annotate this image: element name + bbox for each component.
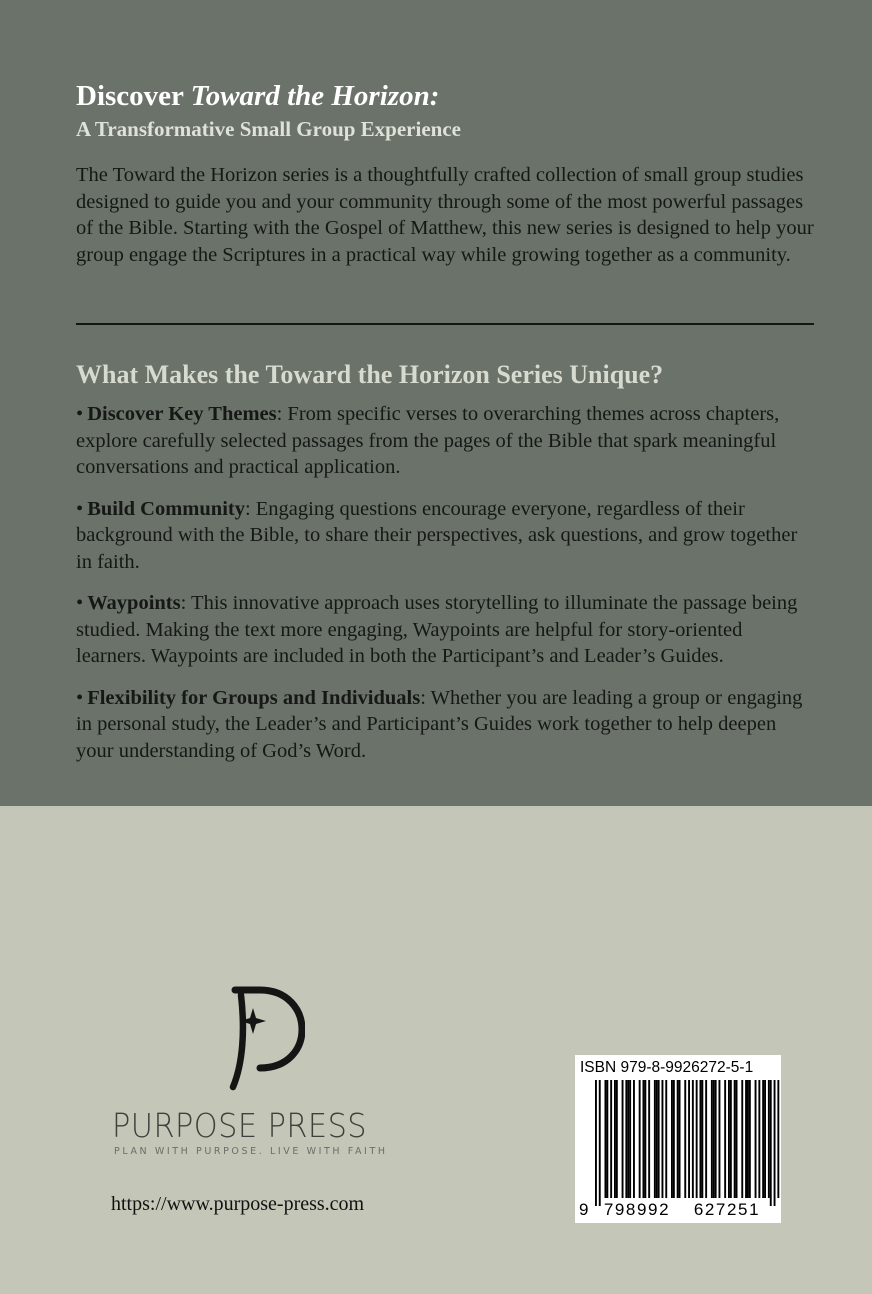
barcode-bar: [715, 1080, 717, 1198]
barcode-bar: [728, 1080, 730, 1198]
barcode-bar: [662, 1080, 664, 1198]
barcode-bar: [749, 1080, 751, 1198]
barcode-bar: [730, 1080, 732, 1198]
bullet: •: [76, 592, 84, 614]
publisher-tagline: PLAN WITH PURPOSE. LIVE WITH FAITH: [114, 1146, 388, 1157]
barcode-bar: [614, 1080, 616, 1198]
barcode-bar: [770, 1080, 772, 1206]
feature-item-community: [76, 496, 816, 576]
barcode-bar: [599, 1080, 601, 1206]
barcode-bar: [654, 1080, 656, 1198]
barcode-bar: [736, 1080, 738, 1198]
section-divider: [76, 323, 814, 325]
barcode-bar: [629, 1080, 631, 1198]
barcode-bar: [671, 1080, 673, 1198]
intro-paragraph: The Toward the Horizon series is a thoughtfully crafted collection of small group studies designed to guide you and your community through some of the most powerful passages of the Bible. Starting with the Gospel of Matthew, this new series is designed to help your group engage the Scriptures in a practical way while growing together as a community.: [76, 164, 814, 266]
series-title: Toward the Horizon:: [190, 80, 440, 112]
barcode-bar: [595, 1080, 597, 1206]
barcode-bar: [684, 1080, 686, 1198]
publisher-name: PURPOSE PRESS: [112, 1106, 368, 1145]
barcode-bar: [734, 1080, 736, 1198]
feature-list: [76, 401, 816, 779]
barcode-bar: [665, 1080, 667, 1198]
page-subtitle: A Transformative Small Group Experience: [76, 117, 461, 141]
barcode-bar: [622, 1080, 624, 1198]
barcode-bar: [673, 1080, 675, 1198]
barcode-bar: [677, 1080, 679, 1198]
barcode-bar: [610, 1080, 612, 1198]
barcode-first-digit: 9: [579, 1200, 589, 1219]
barcode-bar: [656, 1080, 658, 1198]
feature-item-flexibility: [76, 685, 816, 765]
barcode-bars: [575, 1055, 781, 1223]
barcode-bar: [713, 1080, 715, 1198]
barcode-bar: [658, 1080, 660, 1198]
bullet: •: [76, 497, 84, 520]
barcode-bar: [768, 1080, 770, 1198]
barcode-bar: [774, 1080, 776, 1206]
barcode-bar: [747, 1080, 749, 1198]
barcode-bar: [705, 1080, 707, 1198]
barcode-bar: [625, 1080, 627, 1198]
feature-item-key-themes: [76, 401, 816, 481]
barcode-digits: [575, 1199, 781, 1221]
barcode-bar: [701, 1080, 703, 1198]
isbn-barcode: [575, 1055, 781, 1223]
feature-title: Build Community: [87, 497, 245, 520]
feature-title: Waypoints: [87, 592, 181, 614]
barcode-bar: [627, 1080, 629, 1198]
barcode-right-digits: 627251: [693, 1200, 761, 1219]
publisher-website: https://www.purpose-press.com: [111, 1193, 365, 1215]
barcode-bar: [700, 1080, 702, 1198]
feature-text: : From specific verses to overarching themes across chapters, explore carefully selected passages from the pages of the Bible that spark meaningful conversations and practical application.: [76, 403, 780, 478]
barcode-bar: [633, 1080, 635, 1198]
barcode-bar: [741, 1080, 743, 1198]
barcode-bar: [605, 1080, 607, 1198]
barcode-bar: [777, 1080, 779, 1198]
barcode-bar: [696, 1080, 698, 1198]
feature-item-waypoints: [76, 590, 816, 670]
barcode-bar: [724, 1080, 726, 1198]
feature-text: : Whether you are leading a group or engaging in personal study, the Leader’s and Participant’s Guides work together to help deepen your understanding of God’s Word.: [76, 686, 803, 762]
feature-text: : This innovative approach uses storytelling to illuminate the passage being studied. Making the text more engaging, Waypoints are helpful for story-oriented learners. Waypoints are included in both the Participant’s and Leader’s Guides.: [76, 592, 798, 667]
barcode-bar: [639, 1080, 641, 1198]
barcode-bar: [688, 1080, 690, 1198]
feature-text: : Engaging questions encourage everyone, regardless of their background with the Bible, to share their perspectives, ask questions, and grow together in faith.: [76, 497, 798, 573]
barcode-bar: [764, 1080, 766, 1198]
barcode-bar: [679, 1080, 681, 1198]
title-discover-word: Discover: [76, 80, 184, 112]
barcode-bar: [745, 1080, 747, 1198]
barcode-bar: [719, 1080, 721, 1198]
barcode-bar: [758, 1080, 760, 1198]
page-title: [76, 78, 836, 114]
bullet: •: [76, 686, 84, 709]
feature-title: Discover Key Themes: [87, 403, 277, 425]
isbn-label: ISBN 979-8-9926272-5-1: [580, 1059, 754, 1076]
barcode-bar: [648, 1080, 650, 1198]
feature-title: Flexibility for Groups and Individuals: [87, 686, 421, 709]
barcode-bar: [692, 1080, 694, 1198]
p-star-logo-icon: [205, 985, 305, 1095]
barcode-bar: [711, 1080, 713, 1198]
section-title: What Makes the Toward the Horizon Series Unique?: [76, 360, 664, 389]
barcode-bar: [644, 1080, 646, 1198]
bullet: •: [76, 403, 84, 425]
barcode-bar: [643, 1080, 645, 1198]
barcode-left-digits: 798992: [603, 1200, 671, 1219]
barcode-bar: [762, 1080, 764, 1198]
barcode-bar: [606, 1080, 608, 1198]
barcode-bar: [755, 1080, 757, 1198]
barcode-bar: [616, 1080, 618, 1198]
